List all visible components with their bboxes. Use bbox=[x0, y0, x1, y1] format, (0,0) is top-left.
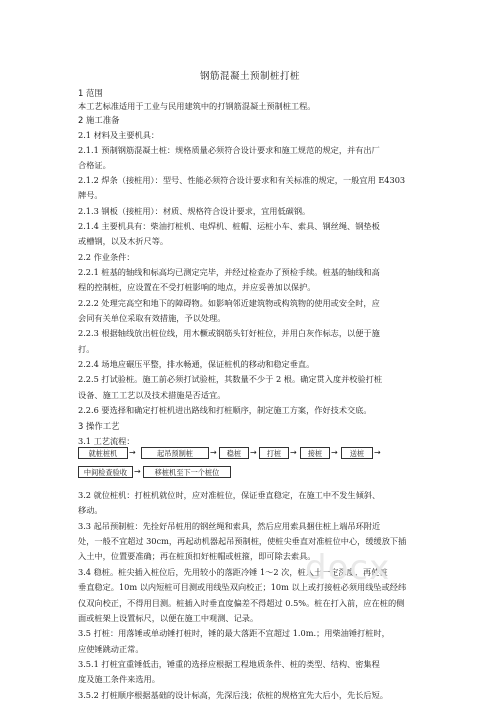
text-line: 或槽钢，以及木折尺等。 bbox=[78, 236, 169, 246]
flow-step: 稳桩 bbox=[219, 447, 249, 459]
text-line: 2.2.6 要选择和确定打桩机进出路线和打桩顺序，制定施工方案，作好技术交底。 bbox=[78, 405, 372, 415]
text-line: 2.2.1 桩基的轴线和标高均已测定完毕，并经过检查办了预检手续。桩基的轴线和高 bbox=[78, 267, 380, 277]
flow-step: 接桩 bbox=[300, 447, 330, 459]
flow-step: 移桩机至下一个桩位 bbox=[143, 466, 231, 478]
section-heading: 1 范围 bbox=[78, 88, 103, 98]
text-line: 仪双向校正，不得用目测。桩插入时垂直度偏差不得超过 0.5%。桩在打入前，应在桩的侧 bbox=[78, 598, 405, 608]
text-line: 3.5.2 打桩顺序根据基础的设计标高，先深后浅；依桩的规格宜先大后小，先长后短。 bbox=[78, 690, 388, 700]
document-title: 钢筋混凝土预制桩打桩 bbox=[199, 71, 300, 82]
text-line: 2.1 材料及主要机具： bbox=[78, 130, 160, 140]
section-heading: 3 操作工艺 bbox=[78, 421, 120, 431]
text-line: 合格证。 bbox=[78, 160, 111, 170]
text-line: 2.2.2 处理完高空和地下的障碍物。如影响邻近建筑物或构筑物的使用或安全时，应 bbox=[78, 298, 380, 308]
text-line: 会同有关单位采取有效措施，予以处理。 bbox=[78, 313, 226, 323]
text-line: 2.2 作业条件： bbox=[78, 252, 135, 262]
watermark: docx bbox=[305, 548, 391, 588]
text-line: 设备、施工工艺以及技术措施是否适宜。 bbox=[78, 390, 226, 400]
text-line: 2.1.4 主要机具有：柴油打桩机、电焊机、桩帽、运桩小车、索具、钢丝绳、钢垫板 bbox=[78, 221, 380, 231]
section-heading: 2 施工准备 bbox=[78, 115, 120, 125]
text-line: 3.5 打桩：用落锤或单动锤打桩时，锤的最大落距不宜超过 1.0m.；用柴油锤打桩时， bbox=[78, 628, 390, 638]
text-line: 本工艺标准适用于工业与民用建筑中的打钢筋混凝土预制桩工程。 bbox=[78, 101, 316, 111]
flow-step: 起吊预制桩 bbox=[141, 447, 209, 459]
text-line: 3.5.1 打桩宜重锤低击，锤重的选择应根据工程地质条件、桩的类型、结构、密集程 bbox=[78, 659, 380, 669]
text-line: 应使锤跳动正常。 bbox=[78, 644, 144, 654]
flow-step: 打桩 bbox=[259, 447, 289, 459]
text-line: 3.3 起吊预制桩：先拴好吊桩用的钢丝绳和索具，然后应用索具捆住桩上端吊环附近 bbox=[78, 521, 381, 531]
text-line: 垂直稳定。10m 以内短桩可目测或用线坠双向校正；10m 以上或打接桩必须用线坠或经纬 bbox=[78, 582, 407, 592]
flow-step: 送桩 bbox=[341, 447, 373, 459]
text-line: 3.1 工艺流程： bbox=[78, 436, 135, 446]
flow-step: 中间检查验收 bbox=[78, 466, 133, 478]
flow-arrow-icon: → bbox=[374, 448, 381, 457]
text-line: 2.1.3 钢板（接桩用）：材质、规格符合设计要求，宜用低碳钢。 bbox=[78, 206, 311, 216]
text-line: 3.2 就位桩机：打桩机就位时，应对准桩位，保证垂直稳定，在施工中不发生倾斜、 bbox=[78, 490, 381, 500]
flow-arrow-icon: → bbox=[134, 467, 141, 476]
flow-arrow-icon: → bbox=[331, 448, 338, 457]
flow-arrow-icon: → bbox=[129, 448, 136, 457]
flow-arrow-icon: → bbox=[290, 448, 297, 457]
text-line: 处，一般不宜超过 30cm，再起动机器起吊预制桩，使桩尖垂直对准桩位中心，缓缓放下插 bbox=[78, 536, 407, 546]
text-line: 程的控制桩，应设置在不受打桩影响的地点，并应妥善加以保护。 bbox=[78, 282, 316, 292]
text-line: 入土中，位置要准确；再在桩顶扣好桩帽或桩箍，即可除去索具。 bbox=[78, 551, 316, 561]
text-line: 3.4 稳桩。桩尖插入桩位后，先用较小的落距冷锤 1～2 次，桩入土一定深度，再使桩 bbox=[78, 567, 388, 577]
text-line: 2.2.4 场地应碾压平整，排水畅通，保证桩机的移动和稳定垂直。 bbox=[78, 359, 315, 369]
text-line: 2.1.1 预制钢筋混凝土桩：规格质量必须符合设计要求和施工规范的规定，并有出厂 bbox=[78, 145, 380, 155]
flow-step: 就桩桩机 bbox=[78, 447, 128, 459]
text-line: 度及施工条件来选用。 bbox=[78, 674, 160, 684]
text-line: 牌号。 bbox=[78, 190, 103, 200]
text-line: 移动。 bbox=[78, 505, 103, 515]
text-line: 打。 bbox=[78, 344, 95, 354]
text-line: 面或桩架上设置标尺，以便在施工中观测、记录。 bbox=[78, 613, 259, 623]
text-line: 2.2.5 打试验桩。施工前必须打试验桩，其数量不少于 2 根。确定贯入度并校验打桩 bbox=[78, 374, 383, 384]
text-line: 2.2.3 根据轴线放出桩位线，用木橛或钢筋头钉好桩位，并用白灰作标志，以便于施 bbox=[78, 328, 380, 338]
flow-arrow-icon: → bbox=[210, 448, 217, 457]
text-line: 2.1.2 焊条（接桩用）：型号、性能必须符合设计要求和有关标准的规定，一般宜用 E4303 bbox=[78, 175, 406, 185]
flow-arrow-icon: → bbox=[250, 448, 257, 457]
